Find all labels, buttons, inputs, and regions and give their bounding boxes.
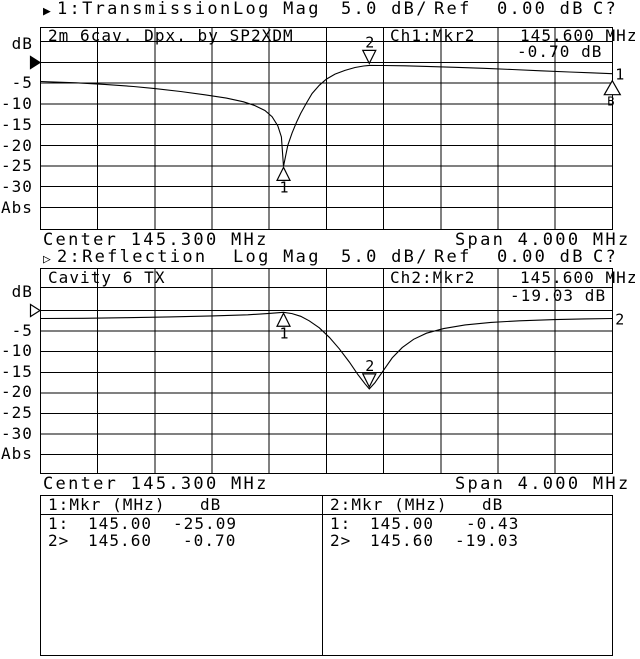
ch1-abs-label: Abs (0, 198, 33, 217)
mkr-row-freq: 145.00 (370, 514, 435, 533)
ch2-ref-value: 0.00 dB (497, 247, 585, 267)
ch1-marker-value: -0.70 dB (517, 42, 603, 61)
mkr-table-ch2-unit: dB (482, 495, 504, 514)
ch1-cal-status: C? (593, 0, 619, 19)
ch2-format-label: Log Mag (233, 247, 321, 267)
ch1-ref-label: Ref (434, 0, 472, 19)
ch1-center-freq: Center 145.300 MHz (43, 230, 269, 250)
ch2-abs-label: Abs (0, 444, 33, 463)
ch1-span: Span 4.000 MHz (455, 230, 631, 250)
mkr-row-id: 1: (330, 514, 352, 533)
mkr-table-ch2-header: 2:Mkr (MHz) (330, 495, 448, 514)
ch2-marker-2-label: 2 (365, 356, 375, 375)
mkr-row-id: 2> (48, 531, 70, 550)
ch2-center-freq: Center 145.300 MHz (43, 474, 269, 494)
mkr-row-value: -25.09 (173, 514, 238, 533)
ch1-trace-title: 2m 6cav. Dpx. by SP2XDM (48, 26, 294, 45)
ch1-tick--10: -10 (0, 94, 33, 113)
ch2-measurement-label: 2:Reflection (57, 247, 208, 267)
ch1-active-icon: ▶ (43, 4, 51, 19)
ch1-axis-unit: dB (11, 34, 33, 53)
mkr-row-id: 1: (48, 514, 70, 533)
ch1-ref-value: 0.00 dB (497, 0, 585, 19)
ch2-marker-freq: 145.600 MHz (520, 268, 638, 287)
mkr-row-value: -0.70 (183, 531, 237, 550)
ch2-span: Span 4.000 MHz (455, 474, 631, 494)
ch2-marker-2-icon (363, 374, 376, 387)
ch1-marker-1-label: 1 (279, 178, 289, 197)
ch2-trace-title: Cavity 6 TX (48, 268, 166, 287)
ch1-readout-label: Ch1:Mkr2 (390, 26, 476, 45)
ch1-marker-2-label: 2 (365, 33, 375, 52)
ch1-marker-freq: 145.600 MHz (520, 26, 638, 45)
ch2-marker-1-label: 1 (279, 324, 289, 343)
ch1-tick--20: -20 (0, 136, 33, 155)
mkr-row-value: -19.03 (455, 531, 520, 550)
ch2-ref-position-icon (31, 305, 41, 317)
ch2-tick--20: -20 (0, 382, 33, 401)
ch1-scale-label: 5.0 dB/ (341, 0, 429, 19)
mkr-row-id: 2> (330, 531, 352, 550)
mkr-row-freq: 145.60 (88, 531, 153, 550)
ch2-scale-label: 5.0 dB/ (341, 247, 429, 267)
ch1-ref-position-icon (31, 57, 41, 69)
ch2-tick--5: -5 (11, 321, 33, 340)
ch2-tick--30: -30 (0, 424, 33, 443)
ch2-axis-unit: dB (11, 282, 33, 301)
ch1-tick--30: -30 (0, 177, 33, 196)
ch1-edge-marker-b: B (607, 94, 615, 109)
ch1-marker-2-icon (363, 50, 376, 63)
ch2-tick--10: -10 (0, 341, 33, 360)
ch2-trace-number: 2 (615, 310, 625, 329)
mkr-table-ch1-unit: dB (200, 495, 222, 514)
ch2-tick--15: -15 (0, 362, 33, 381)
ch2-cal-status: C? (593, 247, 619, 267)
ch1-trace-number: 1 (615, 65, 625, 84)
ch1-tick--25: -25 (0, 156, 33, 175)
ch1-tick--15: -15 (0, 115, 33, 134)
ch2-tick--25: -25 (0, 403, 33, 422)
mkr-row-freq: 145.60 (370, 531, 435, 550)
ch1-tick--5: -5 (11, 73, 33, 92)
ch2-active-icon: ▷ (43, 252, 51, 267)
ch2-ref-label: Ref (434, 247, 472, 267)
ch2-readout-label: Ch2:Mkr2 (390, 268, 476, 287)
mkr-row-value: -0.43 (466, 514, 520, 533)
ch2-marker-value: -19.03 dB (510, 286, 607, 305)
mkr-row-freq: 145.00 (88, 514, 153, 533)
ch1-measurement-label: 1:Transmission (57, 0, 233, 19)
mkr-table-ch1-header: 1:Mkr (MHz) (48, 495, 166, 514)
ch1-format-label: Log Mag (233, 0, 321, 19)
